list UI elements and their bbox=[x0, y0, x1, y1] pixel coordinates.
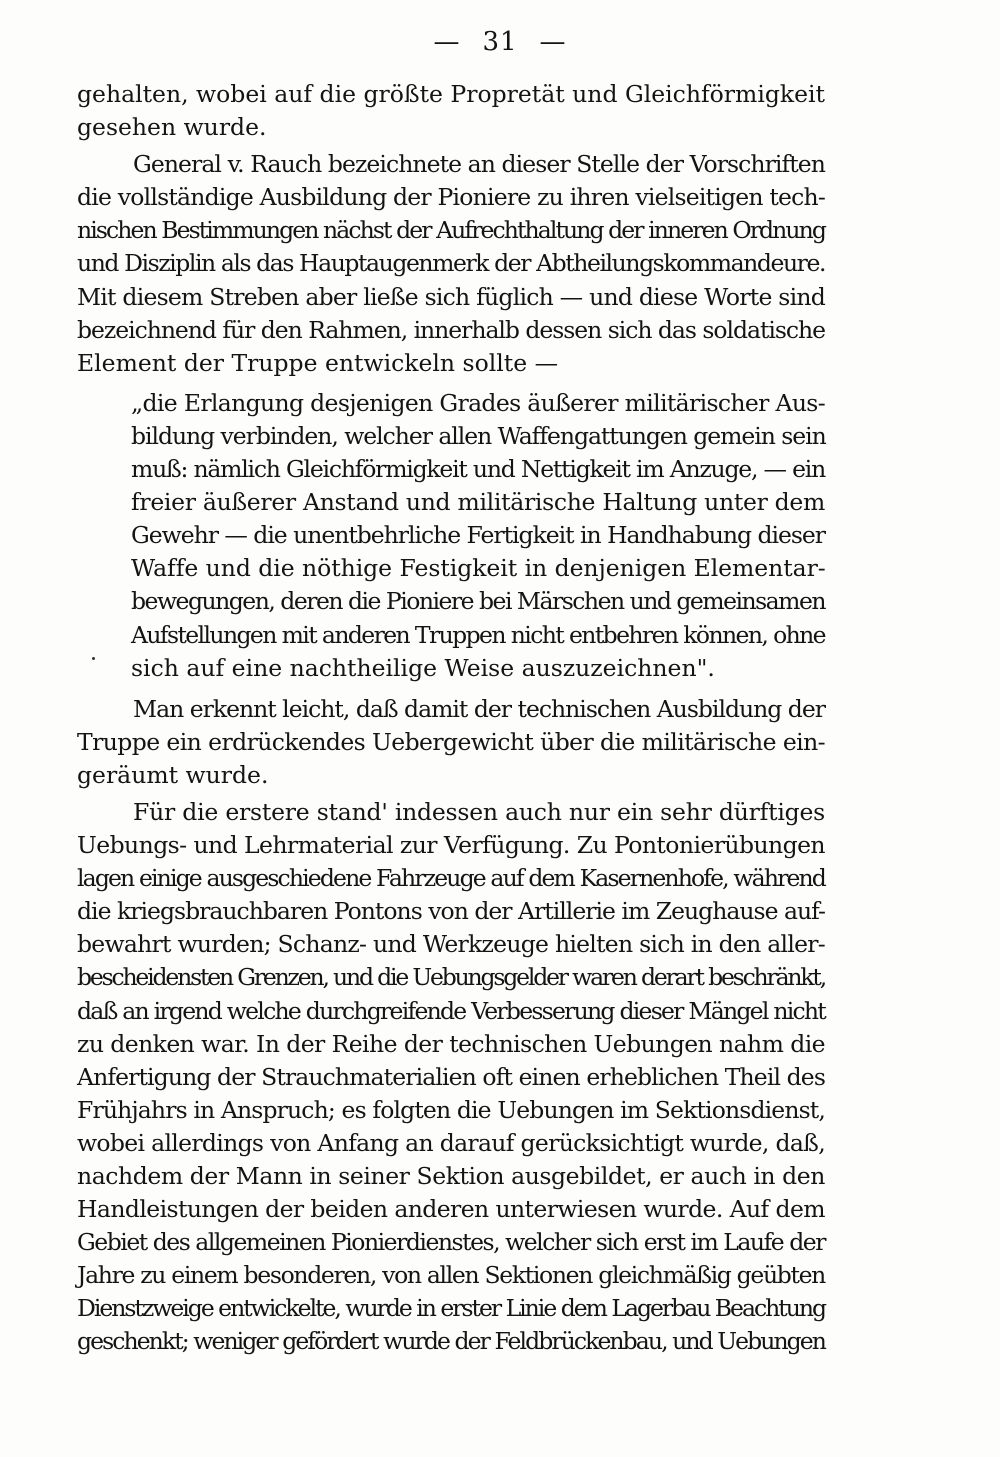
quote-line: „die Erlangung desjenigen Grades äußerer militärischer Aus- bbox=[131, 388, 825, 417]
text-line: die kriegsbrauchbaren Pontons von der Artillerie im Zeughause auf- bbox=[77, 897, 825, 926]
text-line: Gebiet des allgemeinen Pionierdienstes, welcher sich erst im Laufe der bbox=[77, 1228, 825, 1257]
page-number-header bbox=[0, 24, 1000, 60]
text-line: bezeichnend für den Rahmen, innerhalb dessen sich das soldatische bbox=[77, 315, 825, 344]
text-line: Dienstzweige entwickelte, wurde in erster Linie dem Lagerbau Beachtung bbox=[77, 1294, 825, 1323]
text-line: Jahre zu einem besonderen, von allen Sektionen gleichmäßig geübten bbox=[77, 1261, 825, 1290]
quote-line: Waffe und die nöthige Festigkeit in denjenigen Elementar- bbox=[131, 554, 826, 583]
text-line: Uebungs- und Lehrmaterial zur Verfügung. Zu Pontonierübungen bbox=[77, 831, 825, 860]
paragraph-continuation bbox=[77, 78, 825, 144]
text-line: die vollständige Ausbildung der Pioniere zu ihren vielseitigen tech- bbox=[77, 183, 825, 212]
text-line: daß an irgend welche durchgreifende Verbesserung dieser Mängel nicht bbox=[77, 996, 825, 1025]
paragraph bbox=[77, 693, 825, 792]
text-line: General v. Rauch bezeichnete an dieser Stelle der Vorschriften bbox=[133, 150, 825, 179]
text-line: Man erkennt leicht, daß damit der technischen Ausbildung der bbox=[133, 694, 825, 723]
text-line: Mit diesem Streben aber ließe sich füglich — und diese Worte sind bbox=[77, 282, 825, 311]
text-line: Element der Truppe entwickeln sollte — bbox=[77, 348, 559, 377]
text-line: Für die erstere stand' indessen auch nur ein sehr dürftiges bbox=[133, 797, 825, 826]
page-number-dash-right: — bbox=[539, 27, 567, 57]
text-line: bescheidensten Grenzen, und die Uebungsgelder waren derart beschränkt, bbox=[77, 963, 825, 992]
text-line: nischen Bestimmungen nächst der Aufrechthaltung der inneren Ordnung bbox=[77, 216, 825, 245]
quote-line: sich auf eine nachtheilige Weise auszuzeichnen". bbox=[131, 653, 715, 682]
text-line: lagen einige ausgeschiedene Fahrzeuge auf dem Kasernenhofe, während bbox=[77, 864, 825, 893]
quote-line: Gewehr — die unentbehrliche Fertigkeit in Handhabung dieser bbox=[131, 521, 825, 550]
text-line: zu denken war. In der Reihe der technischen Uebungen nahm die bbox=[77, 1029, 825, 1058]
text-line: und Disziplin als das Hauptaugenmerk der Abtheilungskommandeure. bbox=[77, 249, 825, 278]
quote-line: bewegungen, deren die Pioniere bei Märschen und gemeinsamen bbox=[131, 587, 826, 616]
page-number-dash-left: — bbox=[433, 27, 461, 57]
text-line: Anfertigung der Strauchmaterialien oft einen erheblichen Theil des bbox=[77, 1062, 825, 1091]
text-line: Frühjahrs in Anspruch; es folgten die Uebungen im Sektionsdienst, bbox=[77, 1095, 825, 1124]
quote-line: Aufstellungen mit anderen Truppen nicht entbehren können, ohne bbox=[131, 620, 825, 649]
paragraph bbox=[77, 796, 825, 1359]
page-number: 31 bbox=[482, 27, 518, 57]
paragraph bbox=[77, 148, 825, 380]
text-line: nachdem der Mann in seiner Sektion ausgebildet, er auch in den bbox=[77, 1162, 825, 1190]
block-quote bbox=[131, 387, 825, 685]
quote-line: freier äußerer Anstand und militärische Haltung unter dem bbox=[131, 488, 825, 517]
text-line: wobei allerdings von Anfang an darauf gerücksichtigt wurde, daß, bbox=[77, 1128, 825, 1157]
text-line: Handleistungen der beiden anderen unterwiesen wurde. Auf dem bbox=[77, 1195, 825, 1224]
quote-line: muß: nämlich Gleichförmigkeit und Nettigkeit im Anzuge, — ein bbox=[131, 455, 825, 484]
text-line: geschenkt; weniger gefördert wurde der Feldbrückenbau, und Uebungen bbox=[77, 1327, 825, 1356]
text-line: gehalten, wobei auf die größte Propretät und Gleichförmigkeit bbox=[77, 80, 825, 108]
text-line: geräumt wurde. bbox=[77, 760, 269, 789]
text-line: gesehen wurde. bbox=[77, 113, 267, 142]
text-line: Truppe ein erdrückendes Uebergewicht über die militärische ein- bbox=[77, 727, 825, 756]
body-text bbox=[77, 78, 825, 1359]
quote-line: bildung verbinden, welcher allen Waffengattungen gemein sein bbox=[131, 421, 826, 450]
text-line: bewahrt wurden; Schanz- und Werkzeuge hielten sich in den aller- bbox=[77, 930, 825, 959]
